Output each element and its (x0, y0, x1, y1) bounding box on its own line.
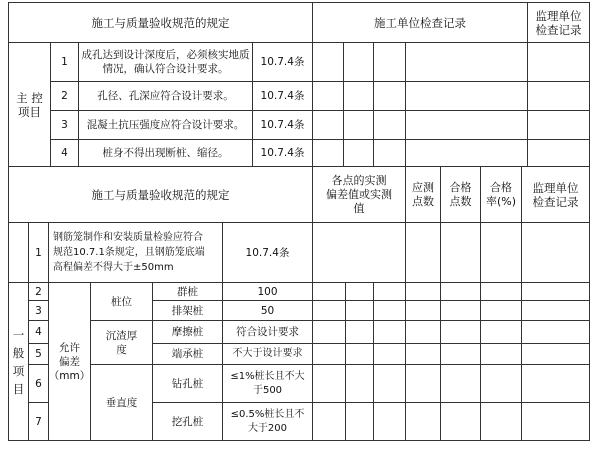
points-pass-header: 合格 点数 (449, 180, 472, 208)
group-sediment-thickness: 沉渣厚 度 (105, 329, 138, 356)
points-measured-header: 应测 点数 (412, 180, 434, 208)
value-end-bearing-pile: 不大于设计要求 (232, 348, 303, 359)
main-item-3-text: 混凝土抗压强度应符合设计要求。 (86, 119, 245, 131)
general-supervisor-header: 监理单位 检查记录 (532, 180, 579, 209)
value-dug-pile: ≤0.5%桩长且不 大于200 (230, 408, 305, 434)
value-friction-pile: 符合设计要求 (236, 326, 299, 338)
main-item-4-no: 4 (61, 147, 68, 159)
general-item-1-no: 1 (35, 246, 42, 259)
main-item-1-text: 成孔达到设计深度后，必须核实地质 情况，确认符合设计要求。 (81, 49, 250, 75)
general-row-5-no: 5 (35, 348, 42, 360)
main-item-4-clause: 10.7.4条 (260, 147, 305, 159)
sub-end-bearing-pile: 端承桩 (171, 348, 204, 360)
general-section-label: 一 般 项 目 (12, 327, 25, 396)
group-pile-position: 桩位 (111, 295, 132, 308)
general-row-2-no: 2 (35, 285, 42, 298)
supervisor-record-header: 监理单位 检查记录 (535, 8, 582, 37)
rule-measure-cells-1 (345, 282, 346, 440)
value-group-pile: 100 (257, 285, 278, 298)
value-bent-pile: 50 (260, 304, 275, 317)
rule-bottom (8, 440, 590, 441)
unit-record-header: 施工单位检查记录 (374, 15, 466, 30)
main-spec-header: 施工与质量验收规范的规定 (91, 15, 230, 30)
general-item-1-clause: 10.7.4条 (245, 246, 290, 259)
general-row-3-no: 3 (35, 304, 42, 317)
main-item-2-clause: 10.7.4条 (260, 90, 305, 102)
general-row-4-no: 4 (35, 326, 42, 338)
main-item-1-clause: 10.7.4条 (260, 56, 305, 68)
sub-friction-pile: 摩擦桩 (171, 326, 204, 338)
main-control-label: 主 控 项目 (16, 90, 43, 119)
rule-measure-cells-2 (373, 282, 374, 440)
main-item-3-clause: 10.7.4条 (260, 119, 305, 131)
sub-dug-pile: 挖孔桩 (171, 415, 204, 428)
main-item-4-text: 桩身不得出现断桩、缩径。 (102, 147, 229, 159)
allowed-deviation-label: 允许 偏差 （mm） (49, 341, 90, 382)
general-spec-header: 施工与质量验收规范的规定 (91, 187, 230, 202)
general-row-6-no: 6 (35, 377, 42, 390)
sub-bent-pile: 排架桩 (171, 304, 204, 317)
rule-unit-cells-1 (343, 42, 344, 166)
value-bored-pile: ≤1%桩长且不大 于500 (230, 370, 305, 396)
general-item-1-text: 钢筋笼制作和安装质量检验应符合 规范10.7.1条规定，且钢筋笼底端 高程偏差不得大于±50mm (53, 232, 205, 273)
rule-unit-cells-2 (373, 42, 374, 166)
general-row-7-no: 7 (35, 415, 42, 428)
measured-values-header: 各点的实测 偏差值或实测 值 (326, 173, 392, 215)
rule-right-edge (589, 2, 590, 440)
main-item-3-no: 3 (61, 119, 68, 131)
main-item-2-text: 孔径、孔深应符合设计要求。 (97, 90, 234, 102)
sub-group-pile: 群桩 (177, 285, 198, 298)
sub-bored-pile: 钻孔桩 (171, 377, 204, 390)
main-item-2-no: 2 (61, 90, 68, 102)
rule-unit-cells-3 (405, 42, 406, 166)
main-item-1-no: 1 (61, 56, 68, 68)
group-verticality: 垂直度 (105, 396, 138, 409)
pass-rate-header: 合格 率(%) (485, 180, 517, 208)
